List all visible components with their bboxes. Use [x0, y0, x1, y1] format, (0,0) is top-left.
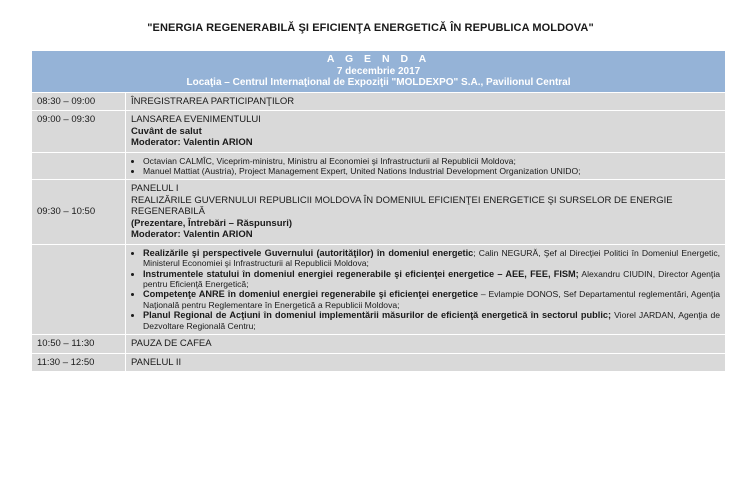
- session-subtitle: (Prezentare, Întrebări – Răspunsuri): [131, 217, 293, 229]
- session-title: LANSAREA EVENIMENTULUI: [131, 114, 261, 125]
- content-cell: [126, 152, 726, 180]
- time-cell: 10:50 – 11:30: [32, 335, 126, 354]
- table-row: [32, 152, 726, 180]
- session-moderator: Moderator: Valentin ARION: [131, 229, 253, 241]
- session-title: PAUZA DE CAFEA: [131, 338, 212, 350]
- time-cell: 08:30 – 09:00: [32, 92, 126, 111]
- list-item: • Octavian CALMÎC, Viceprim-ministru, Ministru al Economiei şi Infrastructurii al Republicii Moldova;: [143, 156, 720, 166]
- time-cell: 11:30 – 12:50: [32, 353, 126, 372]
- table-row: [32, 353, 726, 372]
- list-item: • Competenţe ANRE în domeniul energiei regenerabile şi eficienţei energetice – Evlampie DONOS, Sef Departamentul reglementări, Agenţia Naţională pentru Reglementare în Energetică a Republicii Moldova;: [143, 289, 720, 310]
- time-cell-empty: [32, 152, 126, 180]
- content-cell: [126, 92, 726, 111]
- agenda-heading: A G E N D A: [326, 53, 431, 65]
- table-row: [32, 111, 726, 153]
- time-cell: 09:30 – 10:50: [32, 180, 126, 245]
- speaker-list: [131, 156, 720, 177]
- agenda-location: Locaţia – Centrul Internaţional de Expoziţii "MOLDEXPO" S.A., Pavilionul Central: [186, 77, 571, 88]
- list-item: • Realizările şi perspectivele Guvernului (autorităţilor) în domeniul energetic; Calin NEGURĂ, Şef al Direcţiei Politici în Domeniul Energetic, Ministerul Economiei şi Infrastructurii al Republicii Moldova;: [143, 248, 720, 269]
- speaker-list: [131, 248, 720, 331]
- panel-label: PANELUL I: [131, 183, 179, 195]
- list-item: • Manuel Mattiat (Austria), Project Management Expert, United Nations Industrial Development Organization UNIDO;: [143, 166, 720, 176]
- content-cell: [126, 353, 726, 372]
- list-item: • Planul Regional de Acţiuni în domeniul implementării măsurilor de eficienţă energetică în sectorul public; Viorel JARDAN, Agenţia de Dezvoltare Regională Centru;: [143, 310, 720, 331]
- agenda-date: 7 decembrie 2017: [336, 65, 421, 77]
- time-cell: 09:00 – 09:30: [32, 111, 126, 153]
- content-cell: [126, 180, 726, 245]
- list-item: • Instrumentele statului în domeniul energiei regenerabile şi eficienţei energetice – AEE, FEE, FISM; Alexandru CIUDIN, Director Agenţia pentru Eficienţă Energetică;: [143, 269, 720, 290]
- session-title: ÎNREGISTRAREA PARTICIPANŢILOR: [131, 95, 295, 107]
- table-row: [32, 180, 726, 245]
- session-subtitle: Cuvânt de salut: [131, 125, 202, 137]
- session-title: REALIZĂRILE GUVERNULUI REPUBLICII MOLDOVA ÎN DOMENIUL EFICIENŢEI ENERGETICE ŞI SURSELOR DE ENERGIE REGENERABILĂ: [131, 194, 673, 218]
- content-cell: [126, 335, 726, 354]
- agenda-table: [31, 50, 726, 372]
- table-row: [32, 92, 726, 111]
- document-title: "ENERGIA REGENERABILĂ ŞI EFICIENŢA ENERGETICĂ ÎN REPUBLICA MOLDOVA": [147, 22, 594, 34]
- content-cell: [126, 244, 726, 334]
- session-moderator: Moderator: Valentin ARION: [131, 137, 253, 148]
- agenda-header-cell: [32, 51, 726, 93]
- agenda-header-row: [32, 51, 726, 93]
- table-row: [32, 335, 726, 354]
- time-cell-empty: [32, 244, 126, 334]
- table-row: [32, 244, 726, 334]
- session-title: PANELUL II: [131, 356, 182, 368]
- content-cell: [126, 111, 726, 153]
